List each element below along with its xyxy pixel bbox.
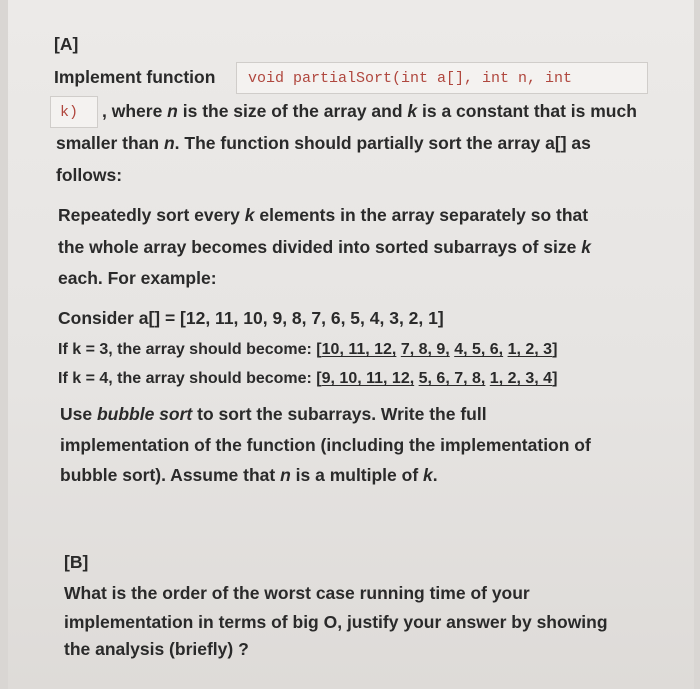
intro-text: Implement function (54, 67, 216, 87)
question-b-line-3: the analysis (briefly) ? (64, 639, 249, 659)
bubble-line-1: Use bubble sort to sort the subarrays. Write the full (60, 404, 487, 424)
bubble-line-2: implementation of the function (including the implementation of (60, 435, 591, 455)
description-line-1: , where n is the size of the array and k is a constant that is much (102, 101, 637, 121)
example-array: Consider a[] = [12, 11, 10, 9, 8, 7, 6, 5, 4, 3, 2, 1] (58, 308, 444, 328)
function-signature-end: k) (60, 104, 79, 121)
example-k4: If k = 4, the array should become: [9, 10, 11, 12, 5, 6, 7, 8, 1, 2, 3, 4] (58, 370, 558, 387)
instruction-line-1: Repeatedly sort every k elements in the array separately so that (58, 205, 589, 225)
document-page (8, 0, 694, 689)
function-signature: void partialSort(int a[], int n, int (248, 70, 573, 87)
question-b-line-1: What is the order of the worst case running time of your (64, 583, 530, 603)
description-line-3: follows: (56, 165, 123, 185)
description-line-2: smaller than n. The function should partially sort the array a[] as (56, 133, 591, 153)
instruction-line-3: each. For example: (58, 268, 217, 288)
section-a-label: [A] (54, 34, 79, 54)
question-b-line-2: implementation in terms of big O, justify your answer by showing (64, 612, 608, 632)
instruction-line-2: the whole array becomes divided into sorted subarrays of size k (58, 237, 591, 257)
section-b-label: [B] (64, 552, 89, 572)
example-k3: If k = 3, the array should become: [10, 11, 12, 7, 8, 9, 4, 5, 6, 1, 2, 3] (58, 341, 558, 358)
bubble-line-3: bubble sort). Assume that n is a multiple of k. (60, 465, 438, 485)
